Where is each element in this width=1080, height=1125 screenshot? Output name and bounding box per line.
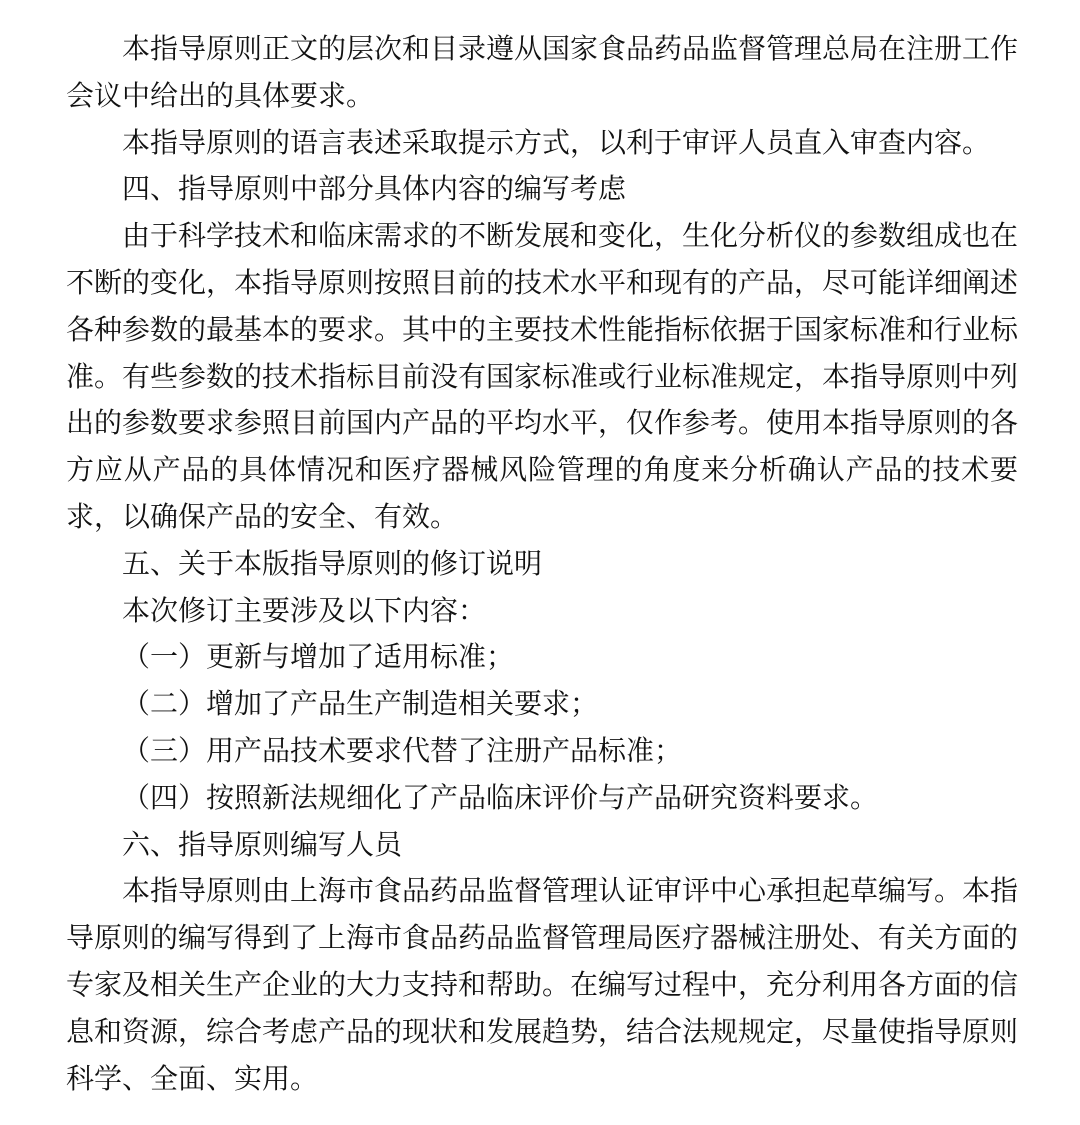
revision-item-2: （二）增加了产品生产制造相关要求； [122, 687, 599, 721]
language-paragraph: 本指导原则的语言表述采取提示方式，以利于审评人员直入审查内容。 [122, 125, 991, 159]
section-6-paragraph: 本指导原则由上海市食品药品监督管理认证审评中心承担起草编写。本指导原则的编写得到了上海市食品药品监督管理局医疗器械注册处、有关方面的专家及相关生产企业的大力支持和帮助。在编写过程中，充分利用各方面的信息和资源，综合考虑产品的现状和发展趋势，结合法规规定，尽量使指导原则科学、全面、实用。 [66, 874, 1019, 1095]
section-5-heading: 五、关于本版指导原则的修订说明 [122, 546, 543, 580]
section-4-heading: 四、指导原则中部分具体内容的编写考虑 [122, 172, 627, 206]
structure-paragraph: 本指导原则正文的层次和目录遵从国家食品药品监督管理总局在注册工作会议中给出的具体要求。 [66, 32, 1019, 112]
revision-item-1: （一）更新与增加了适用标准； [122, 640, 515, 674]
section-4-paragraph: 由于科学技术和临床需求的不断发展和变化，生化分析仪的参数组成也在不断的变化，本指导原则按照目前的技术水平和现有的产品，尽可能详细阐述各种参数的最基本的要求。其中的主要技术性能指标依据于国家标准和行业标准。有些参数的技术指标目前没有国家标准或行业标准规定，本指导原则中列出的参数要求参照目前国内产品的平均水平，仅作参考。使用本指导原则的各方应从产品的具体情况和医疗器械风险管理的角度来分析确认产品的技术要求，以确保产品的安全、有效。 [66, 219, 1019, 533]
section-6-heading: 六、指导原则编写人员 [122, 827, 403, 861]
revision-item-4: （四）按照新法规细化了产品临床评价与产品研究资料要求。 [122, 780, 879, 814]
revision-item-3: （三）用产品技术要求代替了注册产品标准； [122, 733, 683, 767]
revision-intro: 本次修订主要涉及以下内容： [122, 593, 487, 627]
